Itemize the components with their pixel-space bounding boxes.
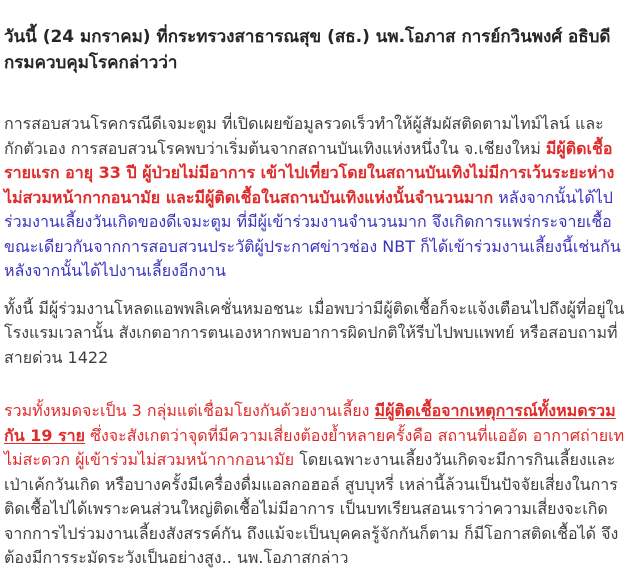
text-segment-red: รวมทั้งหมดจะเป็น 3 กลุ่มแต่เชื่อมโยงกันด้วยงานเลี้ยง [4,401,370,420]
text-segment-blue: หลังจากนั้นได้ไปร่วมงานเลี้ยงวันเกิดของดีเจมะตูม ที่มีผู้เข้าร่วมงานจำนวนมาก จึงเกิดการแพร่กระจายเชื้อ ขณะเดียวกันจากการสอบสวนประวัติผู้ประกาศข่าวช่อง NBT ก็ได้เข้าร่วมงานเลี้ยงนี้เช่นกัน หลังจากนั้นได้ไปงานเลี้ยงอีกงาน [4,187,621,280]
text-segment-red-bold: มีผู้ติดเชื้อรายแรก อายุ 33 ปี ผู้ป่วยไม่มีอาการ เข้าไปเที่ยวโดยในสถานบันเทิงไม่มีการเว้นระยะห่าง ไม่สวมหน้ากากอนามัย และมีผู้ติดเชื้อในสถานบันเทิงแห่งนั้นจำนวนมาก [4,138,615,207]
paragraph-investigation [4,112,630,284]
text-segment-normal: การสอบสวนโรคกรณีดีเจมะตูม ที่เปิดเผยข้อมูลรวดเร็วทำให้ผู้สัมผัสติดตามไทม์ไลน์ และกักตัวเอง การสอบสวนโรคพบว่าเริ่มต้นจากสถานบันเทิงแห่งหนึ่งใน จ.เชียงใหม่ [4,114,604,158]
text-segment-red: ซึ่งจะสังเกตว่าจุดที่มีความเสี่ยงต้องย้ำหลายครั้งคือ สถานที่แออัด อากาศถ่ายเทไม่สะดวก ผู้เข้าร่วมไม่สวมหน้ากากอนามัย [4,425,625,469]
text-segment-normal: โดยเฉพาะงานเลี้ยงวันเกิดจะมีการกินเลี้ยงและเป่าเค้กวันเกิด หรือบางครั้งมีเครื่องดื่มแอลกอฮอล์ สูบบุหรี่ เหล่านี้ล้วนเป็นปัจจัยเสี่ยงในการติดเชื้อไปได้เพราะคนส่วนใหญ่ติดเชื้อไม่มีอาการ เป็นบทเรียนสอนเราว่าความเสี่ยงจะเกิดจากการไปร่วมงานเลี้ยงสังสรรค์กัน ถึงแม้จะเป็นบุคคลรู้จักกันก็ตาม ก็มีโอกาสติดเชื้อได้ จึงต้องมีการระมัดระวังเป็นอย่างสูง.. นพ.โอภาสกล่าว [4,450,619,567]
text-segment-red-bold-underline: มีผู้ติดเชื้อจากเหตุการณ์ทั้งหมดรวมกัน 19 ราย [4,401,616,445]
text-segment-normal: ทั้งนี้ มีผู้ร่วมงานโหลดแอพพลิเคชั่นหมอชนะ เมื่อพบว่ามีผู้ติดเชื้อก็จะแจ้งเตือนไปถึงผู้ที่อยู่ในโรงแรมเวลานั้น สังเกตอาการตนเองหากพบอาการผิดปกติให้รีบไปพบแพทย์ หรือสอบถามที่สายด่วน 1422 [4,298,625,367]
paragraph-app-notice [4,297,630,371]
article-title: วันนี้ (24 มกราคม) ที่กระทรวงสาธารณสุข (สธ.) นพ.โอภาส การย์กวินพงศ์ อธิบดีกรมควบคุมโรคกล่าวว่า [4,27,611,73]
paragraph-summary [4,399,630,571]
